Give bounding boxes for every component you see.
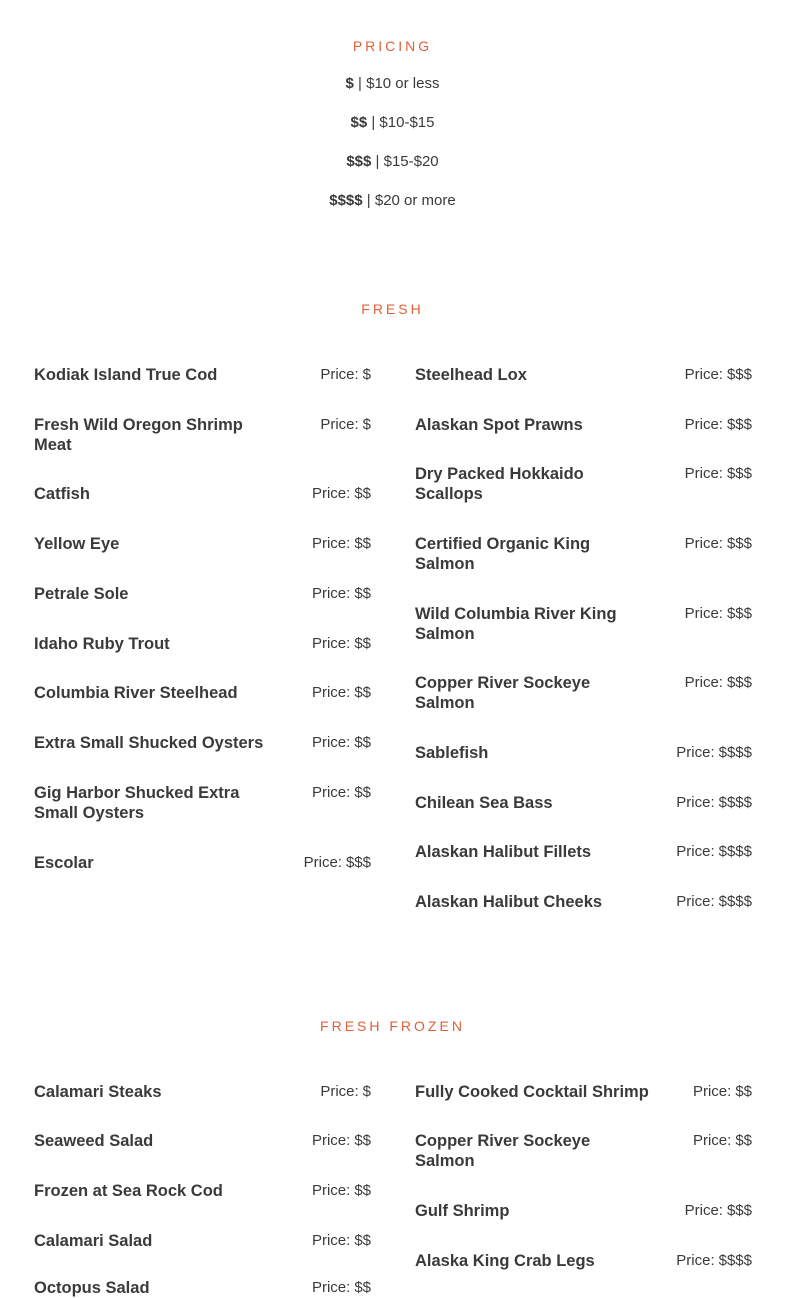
pricing-tier-range: | $15-$20 [375, 153, 439, 170]
item-name: Alaska King Crab Legs [415, 1252, 595, 1270]
pricing-heading: PRICING [352, 38, 433, 54]
item-name: Gig Harbor Shucked Extra Small Oysters [34, 784, 240, 822]
pricing-tier [0, 114, 785, 131]
price-value: $$ [354, 684, 371, 701]
price-value: $$$ [726, 605, 752, 622]
menu-item [415, 604, 752, 644]
menu-item [415, 534, 752, 574]
menu-item [34, 1181, 371, 1201]
price-label: Price: [311, 684, 351, 701]
item-price [693, 1131, 752, 1151]
item-price [312, 783, 371, 803]
item-name: Octopus Salad [34, 1279, 150, 1297]
item-name: Copper River Sockeye Salmon [415, 674, 591, 712]
price-value: $$ [354, 585, 371, 602]
item-price [685, 1201, 752, 1221]
price-label: Price: [684, 465, 723, 482]
price-label: Price: [684, 674, 723, 691]
menu-item [415, 464, 752, 504]
menu-item [415, 1131, 752, 1171]
price-value: $$ [354, 485, 371, 502]
price-label: Price: [320, 366, 359, 383]
item-price [676, 842, 752, 862]
item-name: Calamari Steaks [34, 1083, 162, 1101]
menu-item [34, 584, 371, 604]
item-name: Steelhead Lox [415, 366, 527, 384]
price-value: $$$$ [718, 843, 752, 860]
price-label: Price: [684, 366, 723, 383]
item-price [312, 1181, 371, 1201]
item-name: Certified Organic King Salmon [415, 535, 591, 573]
item-name: Seaweed Salad [34, 1132, 154, 1150]
price-value: $$$ [726, 535, 752, 552]
price-label: Price: [311, 734, 351, 751]
item-name: Alaskan Halibut Cheeks [415, 893, 603, 911]
price-value: $$$$ [718, 794, 752, 811]
menu-item [415, 1082, 752, 1102]
price-label: Price: [676, 893, 715, 910]
item-name: Alaskan Halibut Fillets [415, 843, 592, 861]
item-price [312, 733, 371, 753]
item-price [312, 484, 371, 504]
menu-item [415, 415, 752, 435]
menu-item [34, 534, 371, 554]
price-value: $$ [354, 784, 371, 801]
item-price [320, 365, 371, 385]
pricing-tier-range: | $20 or more [366, 192, 456, 209]
price-value: $ [362, 416, 371, 433]
pricing-tier-range: | $10-$15 [371, 114, 435, 131]
price-label: Price: [311, 1182, 351, 1199]
item-name: Kodiak Island True Cod [34, 366, 218, 384]
item-price [685, 604, 752, 624]
menu-item [34, 783, 371, 823]
price-label: Price: [311, 535, 351, 552]
pricing-tier-symbol: $$$ [346, 153, 372, 170]
price-value: $$ [354, 734, 371, 751]
fresh-heading: FRESH [361, 301, 424, 317]
price-value: $$ [354, 1232, 371, 1249]
price-value: $$$$ [718, 893, 752, 910]
price-label: Price: [311, 1279, 351, 1296]
item-price [312, 634, 371, 654]
price-value: $ [362, 366, 371, 383]
item-name: Copper River Sockeye Salmon [415, 1132, 591, 1170]
item-price [312, 683, 371, 703]
item-price [685, 365, 752, 385]
menu-item [415, 1201, 752, 1221]
item-name: Catfish [34, 485, 90, 503]
menu-item [415, 892, 752, 912]
menu-item [415, 743, 752, 763]
menu-item [415, 842, 752, 862]
price-value: $$ [354, 635, 371, 652]
menu-item [34, 733, 371, 753]
item-price [685, 415, 752, 435]
item-name: Wild Columbia River King Salmon [415, 605, 617, 643]
menu-item [34, 1131, 371, 1151]
item-name: Alaskan Spot Prawns [415, 416, 583, 434]
item-price [312, 1231, 371, 1251]
price-value: $ [362, 1083, 371, 1100]
menu-item [34, 683, 371, 703]
item-name: Fresh Wild Oregon Shrimp Meat [34, 416, 243, 454]
pricing-tier [0, 153, 785, 170]
item-price [304, 853, 371, 873]
menu-item [415, 793, 752, 813]
price-value: $$ [735, 1083, 752, 1100]
price-value: $$$ [345, 854, 371, 871]
price-value: $$ [735, 1132, 752, 1149]
item-price [312, 1131, 371, 1151]
item-name: Idaho Ruby Trout [34, 635, 170, 653]
price-value: $$$$ [718, 1252, 752, 1269]
menu-item [415, 1251, 752, 1271]
price-value: $$$ [726, 416, 752, 433]
price-label: Price: [311, 1132, 351, 1149]
price-label: Price: [676, 794, 715, 811]
item-name: Petrale Sole [34, 585, 129, 603]
price-value: $$ [354, 535, 371, 552]
item-name: Yellow Eye [34, 535, 120, 553]
price-value: $$$ [726, 465, 752, 482]
item-price [693, 1082, 752, 1102]
item-name: Escolar [34, 854, 94, 872]
pricing-tier-symbol: $ [345, 75, 354, 92]
price-label: Price: [684, 535, 723, 552]
item-price [312, 584, 371, 604]
price-label: Price: [320, 1083, 359, 1100]
price-label: Price: [311, 635, 351, 652]
menu-item [34, 634, 371, 654]
item-name: Extra Small Shucked Oysters [34, 734, 264, 752]
fresh-frozen-heading: FRESH FROZEN [320, 1018, 465, 1034]
menu-item [34, 484, 371, 504]
item-price [676, 1251, 752, 1271]
item-name: Frozen at Sea Rock Cod [34, 1182, 223, 1200]
item-price [685, 673, 752, 693]
menu-item [415, 365, 752, 385]
price-label: Price: [676, 843, 715, 860]
price-label: Price: [311, 784, 351, 801]
price-value: $$$ [726, 1202, 752, 1219]
price-label: Price: [684, 416, 723, 433]
menu-item [34, 1278, 371, 1298]
item-price [312, 534, 371, 554]
price-value: $$$$ [718, 744, 752, 761]
price-value: $$ [354, 1132, 371, 1149]
item-price [676, 743, 752, 763]
pricing-tier-range: | $10 or less [358, 75, 440, 92]
item-price [676, 793, 752, 813]
price-value: $$$ [726, 674, 752, 691]
item-name: Calamari Salad [34, 1232, 153, 1250]
price-label: Price: [684, 605, 723, 622]
item-name: Chilean Sea Bass [415, 794, 553, 812]
pricing-tier-symbol: $$$$ [329, 192, 363, 209]
item-name: Fully Cooked Cocktail Shrimp [415, 1083, 649, 1101]
price-label: Price: [692, 1083, 732, 1100]
price-value: $$ [354, 1279, 371, 1296]
item-price [320, 415, 371, 435]
price-label: Price: [692, 1132, 732, 1149]
price-value: $$$ [726, 366, 752, 383]
item-name: Dry Packed Hokkaido Scallops [415, 465, 584, 503]
menu-item [34, 1231, 371, 1251]
item-name: Gulf Shrimp [415, 1202, 510, 1220]
menu-item [34, 1082, 371, 1102]
price-label: Price: [320, 416, 359, 433]
item-price [685, 534, 752, 554]
item-name: Sablefish [415, 744, 489, 762]
menu-item [34, 853, 371, 873]
price-label: Price: [676, 744, 715, 761]
price-value: $$ [354, 1182, 371, 1199]
price-label: Price: [676, 1252, 715, 1269]
item-price [320, 1082, 371, 1102]
menu-item [34, 415, 371, 455]
item-name: Columbia River Steelhead [34, 684, 238, 702]
item-price [312, 1278, 371, 1298]
pricing-tier [0, 192, 785, 209]
price-label: Price: [684, 1202, 723, 1219]
item-price [685, 464, 752, 484]
pricing-tier-symbol: $$ [350, 114, 368, 131]
item-price [676, 892, 752, 912]
pricing-tier [0, 75, 785, 92]
price-label: Price: [311, 485, 351, 502]
menu-item [34, 365, 371, 385]
price-label: Price: [303, 854, 342, 871]
price-label: Price: [311, 1232, 351, 1249]
price-label: Price: [311, 585, 351, 602]
menu-item [415, 673, 752, 713]
